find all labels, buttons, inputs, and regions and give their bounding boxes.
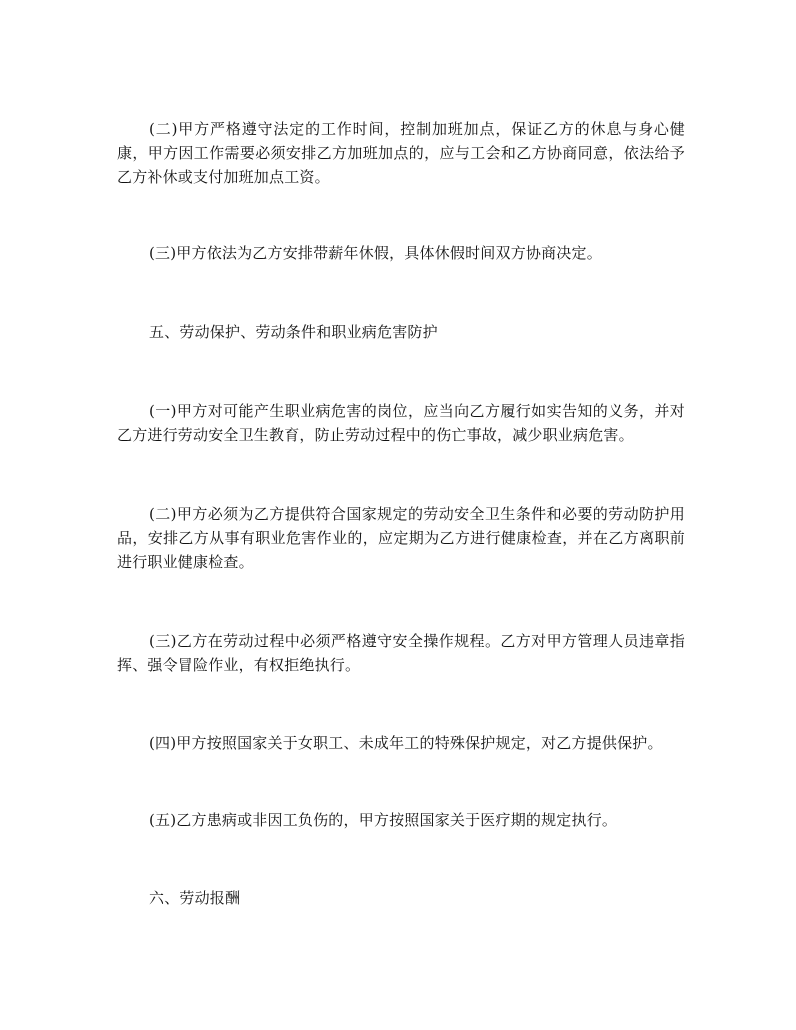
- paragraph-overtime: (二)甲方严格遵守法定的工作时间，控制加班加点，保证乙方的休息与身心健康，甲方因工作需要必须安排乙方加班加点的，应与工会和乙方协商同意，依法给予乙方补休或支付加班加点工资。: [117, 120, 685, 186]
- paragraph-medical-period: (五)乙方患病或非因工负伤的，甲方按照国家关于医疗期的规定执行。: [149, 811, 618, 829]
- paragraph-safety-conditions: (二)甲方必须为乙方提供符合国家规定的劳动安全卫生条件和必要的劳动防护用品，安排乙方从事有职业危害作业的，应定期为乙方进行健康检查，并在乙方离职前进行职业健康检查。: [117, 505, 685, 571]
- paragraph-occupational-hazard: (一)甲方对可能产生职业病危害的岗位，应当向乙方履行如实告知的义务，并对乙方进行劳动安全卫生教育，防止劳动过程中的伤亡事故，减少职业病危害。: [117, 402, 685, 444]
- section-heading-remuneration: 六、劳动报酬: [149, 889, 241, 907]
- paragraph-special-protection: (四)甲方按照国家关于女职工、未成年工的特殊保护规定，对乙方提供保护。: [149, 734, 663, 752]
- section-heading-labor-protection: 五、劳动保护、劳动条件和职业病危害防护: [149, 323, 438, 341]
- paragraph-annual-leave: (三)甲方依法为乙方安排带薪年休假，具体休假时间双方协商决定。: [149, 244, 602, 262]
- paragraph-safety-rules: (三)乙方在劳动过程中必须严格遵守安全操作规程。乙方对甲方管理人员违章指挥、强令冒险作业，有权拒绝执行。: [117, 632, 685, 674]
